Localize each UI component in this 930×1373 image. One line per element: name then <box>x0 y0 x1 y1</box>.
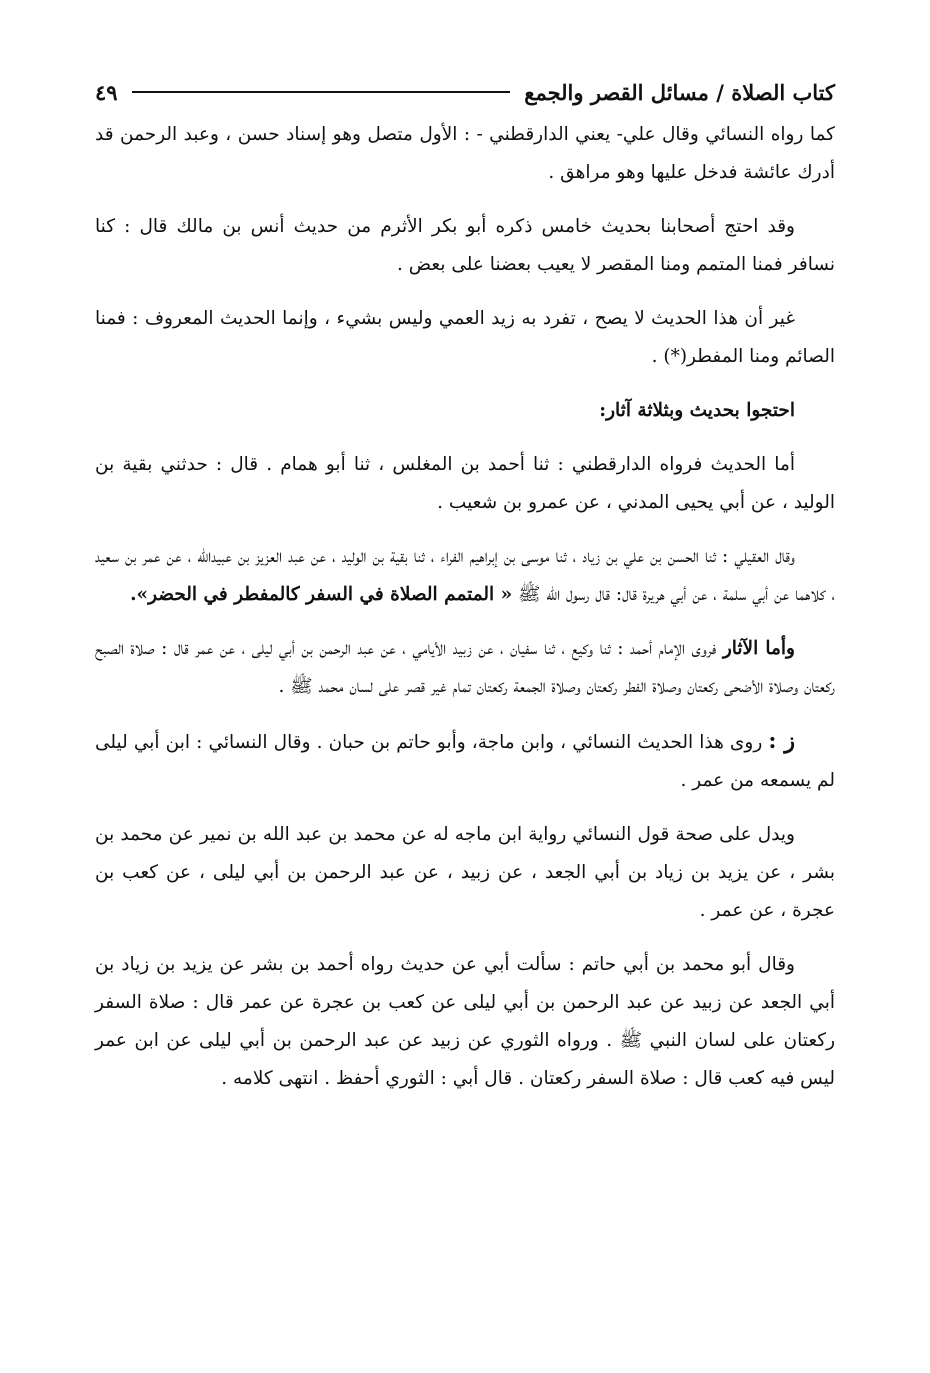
paragraph: أما الحديث فرواه الدارقطني : ثنا أحمد بن المغلس ، ثنا أبو همام . قال : حدثني بقية بن الوليد ، عن أبي يحيى المدني ، عن عمرو بن شعيب . <box>95 454 835 513</box>
paragraph: غير أن هذا الحديث لا يصح ، تفرد به زيد العمي وليس بشيء ، وإنما الحديث المعروف : فمنا الصائم ومنا المفطر(*) . <box>95 308 835 367</box>
paragraph <box>95 538 835 614</box>
paragraph <box>95 630 835 706</box>
paragraph: وقد احتج أصحابنا بحديث خامس ذكره أبو بكر الأثرم من حديث أنس بن مالك قال : كنا نسافر فمنا المتمم ومنا المقصر لا يعيب بعضنا على بعض . <box>95 216 835 275</box>
running-head: كتاب الصلاة / مسائل القصر والجمع <box>524 79 835 105</box>
paragraph <box>95 722 835 800</box>
paragraph: وقال أبو محمد بن أبي حاتم : سألت أبي عن حديث رواه أحمد بن بشر عن يزيد بن زياد بن أبي الجعد عن زبيد عن عبد الرحمن بن أبي ليلى عن كعب بن عجرة عن عمر قال : صلاة السفر ركعتان على لسان النبي ﷺ . ورواه الثوري عن زبيد عن عبد الرحمن بن أبي ليلى عن ابن عمر ليس فيه كعب قال : صلاة السفر ركعتان . قال أبي : الثوري أحفظ . انتهى كلامه . <box>95 954 835 1089</box>
paragraph-text: فروى الإمام أحمد : ثنا وكيع ، ثنا سفيان ، عن زبيد الأيامي ، عن عبد الرحمن بن أبي ليلى ، عن عمر قال : صلاة الصبح ركعتان وصلاة الأضحى ركعتان وصلاة الفطر ركعتان وصلاة الجمعة ركعتان تمام غير قصر على لسان محمد ﷺ . <box>95 638 835 697</box>
section-heading: احتجوا بحديث وبثلاثة آثار: <box>599 400 795 421</box>
paragraph-text: روى هذا الحديث النسائي ، وابن ماجة، وأبو حاتم بن حبان . وقال النسائي : ابن أبي ليلى لم يسمعه من عمر . <box>95 732 835 791</box>
paragraph-lead: وأما الآثار <box>722 638 795 659</box>
editor-note-marker: ز : <box>768 728 795 754</box>
paragraph: ويدل على صحة قول النسائي رواية ابن ماجه له عن محمد بن عبد الله بن نمير عن محمد بن بشر ، عن يزيد بن زياد بن أبي الجعد ، عن زبيد ، عن عبد الرحمن بن أبي ليلى ، عن كعب بن عجرة ، عن عمر . <box>95 824 835 921</box>
paragraph: كما رواه النسائي وقال علي- يعني الدارقطني - : الأول متصل وهو إسناد حسن ، وعبد الرحمن قد أدرك عائشة فدخل عليها وهو مراهق . <box>95 124 835 183</box>
page-header <box>95 74 835 110</box>
page-number: ٤٩ <box>95 79 118 105</box>
page-body <box>95 116 835 1114</box>
paragraph-text: وقال العقيلي : ثنا الحسن بن علي بن زياد ، ثنا موسى بن إبراهيم الفراء ، ثنا بقية بن الوليد ، عن عبد العزيز بن عبيدالله ، عن عمر بن سعيد ، كلاهما عن أبي سلمة ، عن أبي هريرة قال: قال رسول الله ﷺ <box>95 546 835 605</box>
header-rule <box>132 91 511 93</box>
hadith-quote: « المتمم الصلاة في السفر كالمفطر في الحضر». <box>130 584 513 605</box>
